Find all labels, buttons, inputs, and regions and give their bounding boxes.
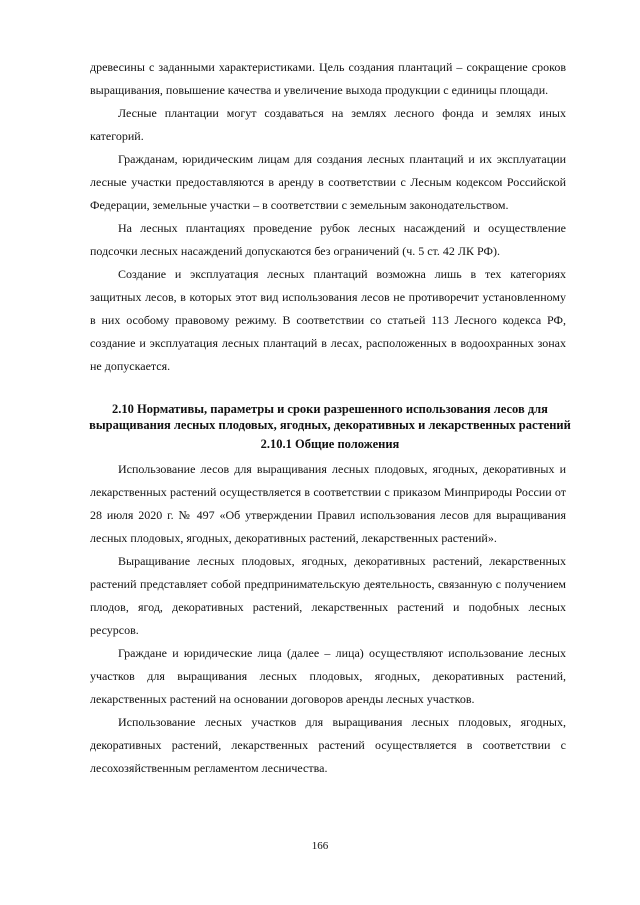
- paragraph: Использование лесов для выращивания лесных плодовых, ягодных, декоративных и лекарственных растений осуществляется в соответствии с приказом Минприроды России от 28 июля 2020 г. № 497 «Об утверждении Правил использования лесов для выращивания лесных плодовых, ягодных, декоративных растений, лекарственных растений».: [90, 462, 566, 545]
- top-text-block: [90, 56, 566, 378]
- paragraph: Выращивание лесных плодовых, ягодных, декоративных растений, лекарственных растений представляет собой предпринимательскую деятельность, связанную с получением плодов, ягод, декоративных растений, лекарственных растений и подобных лесных ресурсов.: [90, 554, 566, 637]
- paragraph: Гражданам, юридическим лицам для создания лесных плантаций и их эксплуатации лесные участки предоставляются в аренду в соответствии с Лесным кодексом Российской Федерации, земельные участки – в соответствии с земельным законодательством.: [90, 152, 566, 212]
- paragraph: Лесные плантации могут создаваться на землях лесного фонда и землях иных категорий.: [90, 106, 566, 143]
- paragraph: Использование лесных участков для выращивания лесных плодовых, ягодных, декоративных растений, лекарственных растений осуществляется в соответствии с лесохозяйственным регламентом лесничества.: [90, 715, 566, 775]
- section-heading: 2.10 Нормативы, параметры и сроки разрешенного использования лесов для выращивания лесных плодовых, ягодных, декоративных и лекарственных растений: [89, 402, 571, 432]
- paragraph: Создание и эксплуатация лесных плантаций возможна лишь в тех категориях защитных лесов, в которых этот вид использования лесов не противоречит установленному в них особому правовому режиму. В соответствии со статьей 113 Лесного кодекса РФ, создание и эксплуатация лесных плантаций в лесах, расположенных в водоохранных зонах не допускается.: [90, 267, 566, 373]
- subsection-heading: 2.10.1 Общие положения: [260, 437, 400, 451]
- paragraph: На лесных плантациях проведение рубок лесных насаждений и осуществление подсочки лесных насаждений допускаются без ограничений (ч. 5 ст. 42 ЛК РФ).: [90, 221, 566, 258]
- bottom-text-block: [90, 458, 566, 780]
- paragraph: Граждане и юридические лица (далее – лица) осуществляют использование лесных участков для выращивания лесных плодовых, ягодных, декоративных растений, лекарственных растений на основании договоров аренды лесных участков.: [90, 646, 566, 706]
- page-number: 166: [311, 840, 329, 852]
- paragraph: древесины с заданными характеристиками. Цель создания плантаций – сокращение сроков выращивания, повышение качества и увеличение выхода продукции с единицы площади.: [90, 60, 566, 97]
